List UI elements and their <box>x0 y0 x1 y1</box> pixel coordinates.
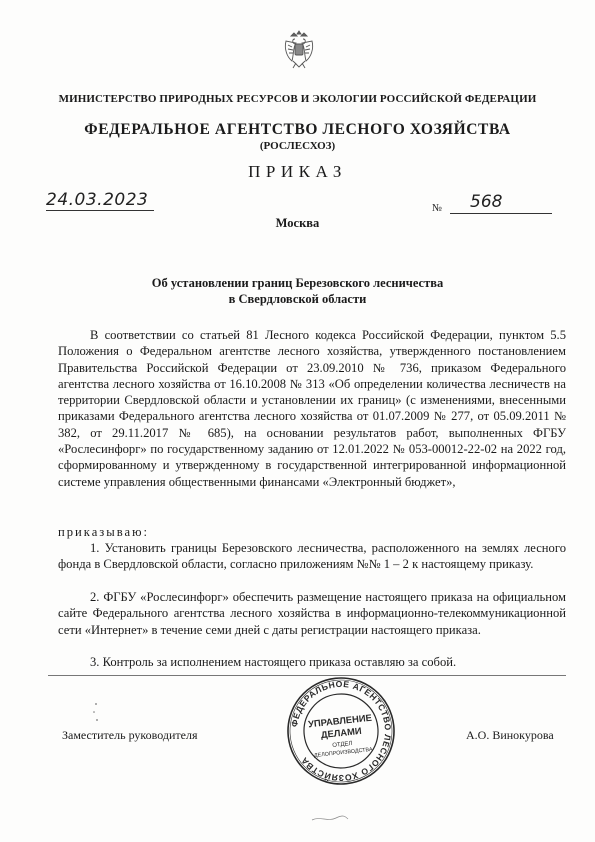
subject-line-1: Об установлении границ Березовского лесничества <box>151 276 444 290</box>
official-stamp <box>286 676 396 786</box>
order-item-2 <box>58 589 566 638</box>
agency-abbreviation: (РОСЛЕСХОЗ) <box>259 140 336 152</box>
subject-line-2: в Свердловской области <box>228 292 367 306</box>
margin-mark <box>86 700 106 726</box>
order-item-2-text: 2. ФГБУ «Рослесинфорг» обеспечить размещение настоящего приказа на официальном сайте Федерального агентства лесного хозяйства в информационно-телекоммуникационной сети «Интернет» в течение семи дней с даты регистрации настоящего приказа. <box>58 590 566 637</box>
order-item-3 <box>58 654 566 670</box>
decree-text: приказываю: <box>58 525 150 539</box>
order-date: 24.03.2023 <box>46 190 149 210</box>
order-item-3-text: 3. Контроль за исполнением настоящего приказа оставляю за собой. <box>90 655 457 669</box>
decree-word <box>58 524 566 540</box>
agency-name: ФЕДЕРАЛЬНОЕ АГЕНТСТВО ЛЕСНОГО ХОЗЯЙСТВА <box>84 121 511 138</box>
scan-mark <box>310 812 350 824</box>
number-underline <box>450 213 552 214</box>
preamble-text: В соответствии со статьей 81 Лесного кодекса Российской Федерации, пунктом 5.5 Положения о Федеральном агентстве лесного хозяйства, утвержденного постановлением Правительства Российской Федерации от 23.09.2010 № 736, приказом Федерального агентства лесного хозяйства от 16.10.2008 № 313 «Об определении количества лесничеств на территории Свердловской области и установлении их границ» (с изменениями, внесенными приказами Федерального агентства лесного хозяйства от 01.07.2009 № 277, от 05.09.2011 № 382, от 29.11.2017 № 685), на основании результатов работ, выполненных ФГБУ «Рослесинфорг» по государственному заданию от 12.01.2022 № 053-00012-22-02 на 2022 год, сформированному и утвержденному в государственной интегрированной информационной системе управления общественными финансами «Электронный бюджет», <box>58 328 566 489</box>
preamble-paragraph <box>58 327 566 490</box>
coat-of-arms-icon <box>282 27 316 73</box>
order-number: 568 <box>470 192 503 212</box>
document-type-title: ПРИКАЗ <box>248 162 347 181</box>
number-label: № <box>432 203 443 214</box>
stamp-ring-text: ФЕДЕРАЛЬНОЕ АГЕНТСТВО ЛЕСНОГО ХОЗЯЙСТВА <box>289 678 394 784</box>
date-underline <box>46 210 154 211</box>
stamp-line-1: УПРАВЛЕНИЕ <box>307 711 373 730</box>
stamp-line-3: ОТДЕЛ <box>332 740 353 749</box>
stamp-line-4: ДЕЛОПРОИЗВОДСТВА <box>313 746 373 759</box>
order-item-1-text: 1. Установить границы Березовского лесничества, расположенного на землях лесного фонда в Свердловской области, согласно приложениям №№ 1 – 2 к настоящему приказу. <box>58 541 566 572</box>
city-name: Москва <box>275 216 320 230</box>
signatory-name: А.О. Винокурова <box>466 728 554 742</box>
order-item-1 <box>58 540 566 573</box>
signatory-role: Заместитель руководителя <box>62 728 198 742</box>
ministry-name: МИНИСТЕРСТВО ПРИРОДНЫХ РЕСУРСОВ И ЭКОЛОГИИ РОССИЙСКОЙ ФЕДЕРАЦИИ <box>58 93 537 105</box>
stamp-line-2: ДЕЛАМИ <box>320 724 363 741</box>
